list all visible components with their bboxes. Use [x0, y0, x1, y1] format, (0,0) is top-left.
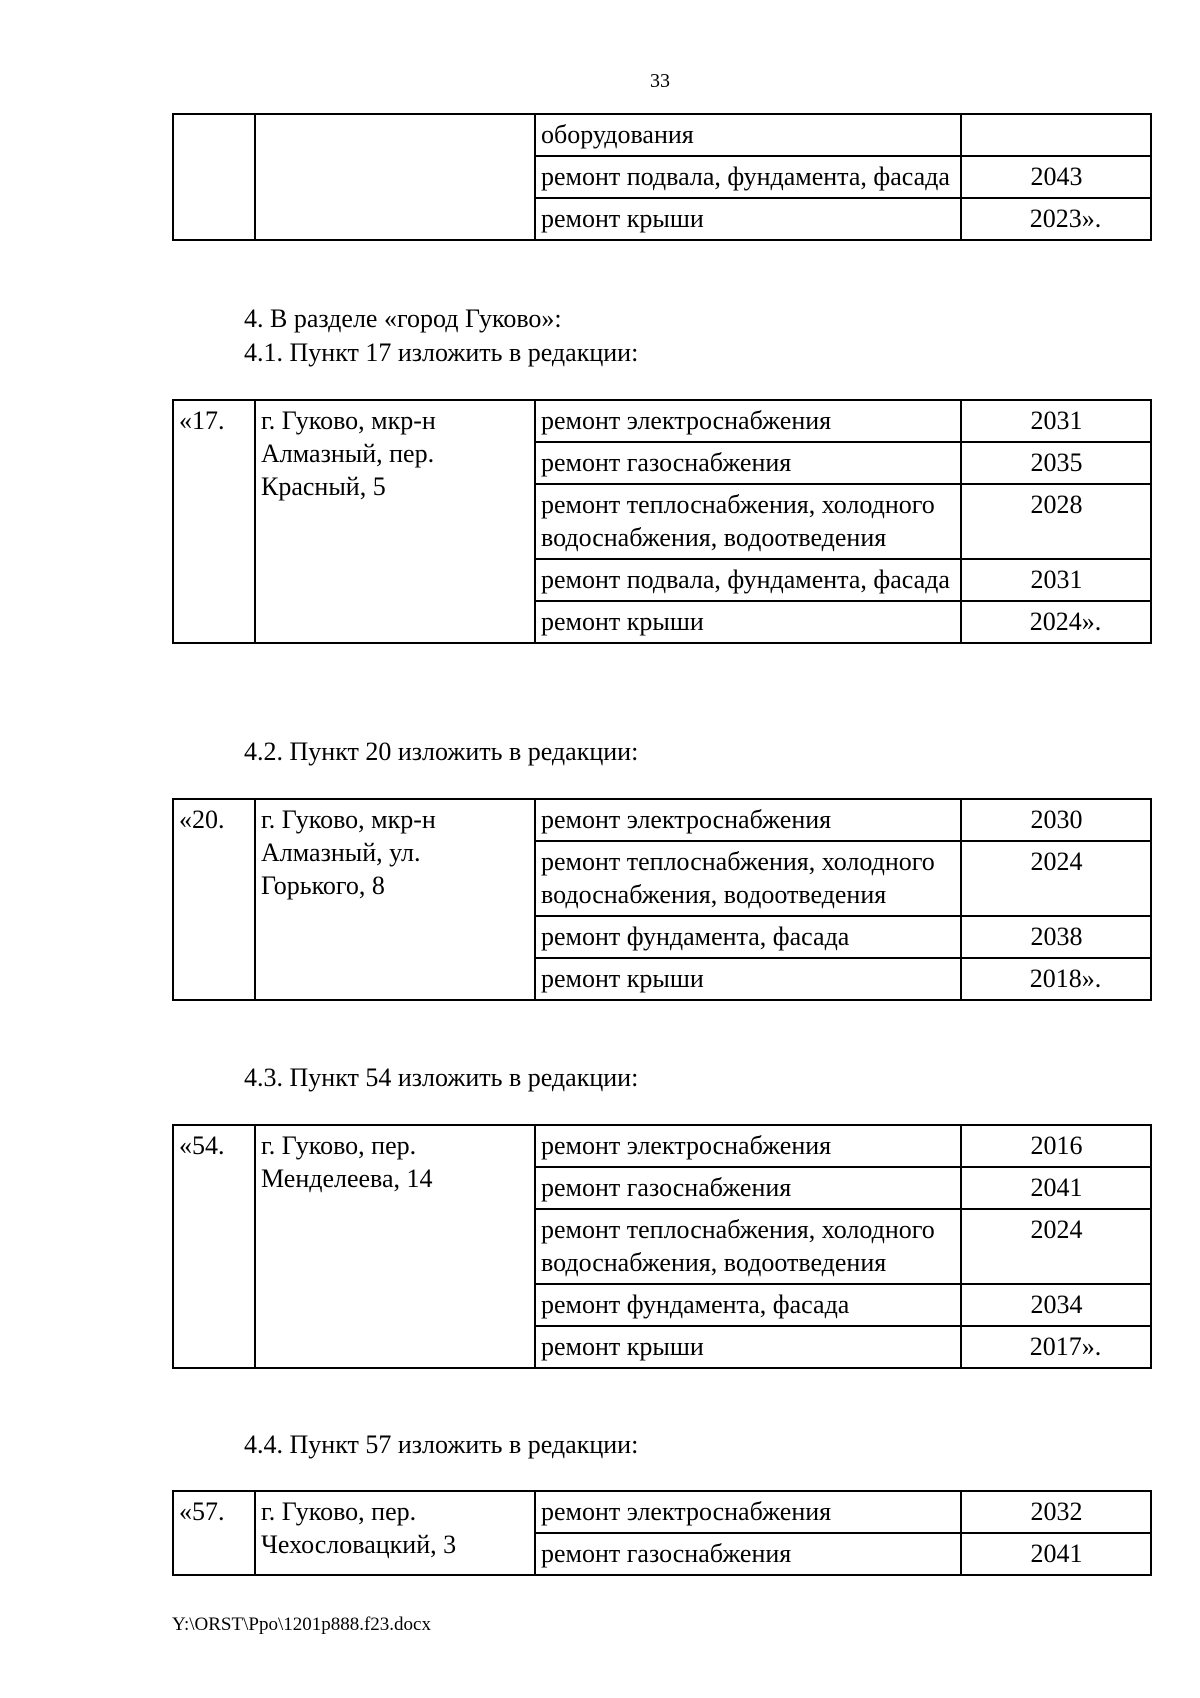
year-value: 2041 [1030, 1539, 1083, 1568]
work-type-cell: оборудования [535, 114, 961, 156]
number-cell [173, 114, 255, 240]
year-cell [961, 1284, 1151, 1326]
work-type-cell: ремонт крыши [535, 198, 961, 240]
address-cell: г. Гуково, пер. Менделеева, 14 [255, 1125, 535, 1368]
year-cell [961, 442, 1151, 484]
year-value: 2035 [1030, 448, 1083, 477]
item-number-cell: «57. [173, 1491, 255, 1575]
continuation-table [172, 113, 1150, 241]
work-type-cell: ремонт электроснабжения [535, 799, 961, 841]
year-value: 2028 [1030, 490, 1083, 519]
year-cell [961, 1533, 1151, 1575]
work-type-cell: ремонт крыши [535, 958, 961, 1000]
year-cell [961, 114, 1151, 156]
item-number-cell: «20. [173, 799, 255, 1000]
address-cell [255, 114, 535, 240]
year-value: 2038 [1030, 922, 1083, 951]
year-cell [961, 559, 1151, 601]
work-type-cell: ремонт фундамента, фасада [535, 916, 961, 958]
item-intro: 4.2. Пункт 20 изложить в редакции: [244, 737, 639, 766]
item-table [172, 798, 1150, 1001]
work-type-cell: ремонт газоснабжения [535, 1167, 961, 1209]
section-heading: 4. В разделе «город Гуково»: [244, 304, 562, 333]
work-type-cell: ремонт крыши [535, 1326, 961, 1368]
year-value: 2023». [1029, 204, 1102, 233]
year-cell [961, 156, 1151, 198]
table-row [173, 114, 1151, 156]
year-value: 2043 [1030, 162, 1083, 191]
address-cell: г. Гуково, мкр-н Алмазный, ул. Горького, 8 [255, 799, 535, 1000]
work-type-cell: ремонт газоснабжения [535, 442, 961, 484]
work-type-cell: ремонт электроснабжения [535, 1125, 961, 1167]
year-value: 2018». [1029, 964, 1102, 993]
item-table [172, 1124, 1150, 1369]
work-type-cell: ремонт теплоснабжения, холодного водоснабжения, водоотведения [535, 1209, 961, 1284]
table-row [173, 400, 1151, 442]
work-type-cell: ремонт газоснабжения [535, 1533, 961, 1575]
year-value: 2030 [1030, 805, 1083, 834]
year-cell [961, 1491, 1151, 1533]
year-cell [961, 841, 1151, 916]
year-cell [961, 198, 1151, 240]
year-cell [961, 1209, 1151, 1284]
year-cell [961, 1167, 1151, 1209]
work-type-cell: ремонт теплоснабжения, холодного водоснабжения, водоотведения [535, 484, 961, 559]
year-value: 2017». [1029, 1332, 1102, 1361]
work-type-cell: ремонт подвала, фундамента, фасада [535, 156, 961, 198]
year-cell [961, 799, 1151, 841]
year-value: 2024». [1029, 607, 1102, 636]
year-value: 2024 [1030, 847, 1083, 876]
item-table [172, 1490, 1150, 1576]
year-cell [961, 400, 1151, 442]
table-row [173, 1491, 1151, 1533]
year-value: 2034 [1030, 1290, 1083, 1319]
table-row [173, 1125, 1151, 1167]
year-value: 2031 [1030, 406, 1083, 435]
address-cell: г. Гуково, мкр-н Алмазный, пер. Красный, 5 [255, 400, 535, 643]
year-cell [961, 1326, 1151, 1368]
work-type-cell: ремонт теплоснабжения, холодного водоснабжения, водоотведения [535, 841, 961, 916]
table-row [173, 799, 1151, 841]
item-number-cell: «54. [173, 1125, 255, 1368]
year-cell [961, 484, 1151, 559]
work-type-cell: ремонт крыши [535, 601, 961, 643]
year-value: 2041 [1030, 1173, 1083, 1202]
work-type-cell: ремонт электроснабжения [535, 1491, 961, 1533]
work-type-cell: ремонт фундамента, фасада [535, 1284, 961, 1326]
year-cell [961, 1125, 1151, 1167]
year-value: 2016 [1030, 1131, 1083, 1160]
item-table [172, 399, 1150, 644]
address-cell: г. Гуково, пер. Чехословацкий, 3 [255, 1491, 535, 1575]
work-type-cell: ремонт электроснабжения [535, 400, 961, 442]
item-intro: 4.1. Пункт 17 изложить в редакции: [244, 338, 639, 367]
year-cell [961, 916, 1151, 958]
item-intro: 4.4. Пункт 57 изложить в редакции: [244, 1430, 639, 1459]
year-cell [961, 958, 1151, 1000]
year-value: 2031 [1030, 565, 1083, 594]
item-number-cell: «17. [173, 400, 255, 643]
item-intro: 4.3. Пункт 54 изложить в редакции: [244, 1063, 639, 1092]
page-number: 33 [650, 70, 670, 92]
year-cell [961, 601, 1151, 643]
work-type-cell: ремонт подвала, фундамента, фасада [535, 559, 961, 601]
year-value: 2024 [1030, 1215, 1083, 1244]
year-value: 2032 [1030, 1497, 1083, 1526]
file-path-footer: Y:\ORST\Ppo\1201p888.f23.docx [172, 1614, 431, 1635]
